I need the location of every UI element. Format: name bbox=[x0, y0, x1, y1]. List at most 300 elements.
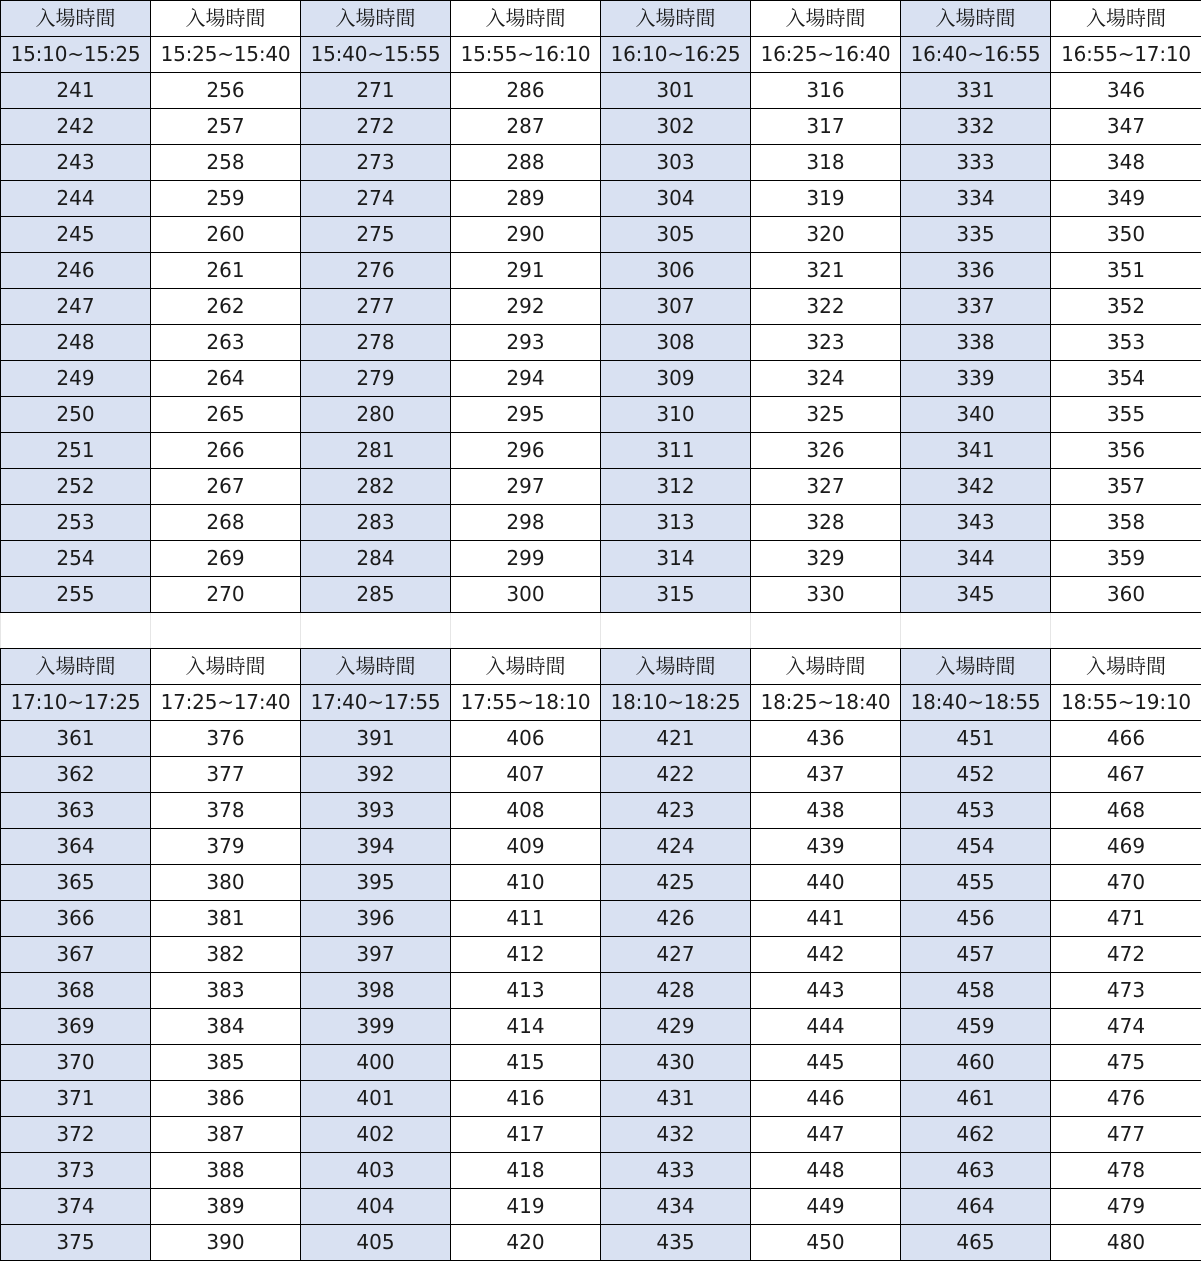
header-label-row bbox=[1, 649, 1201, 685]
ticket-number-cell: 382 bbox=[151, 937, 301, 973]
ticket-number-cell: 338 bbox=[901, 325, 1051, 361]
ticket-number-cell: 406 bbox=[451, 721, 601, 757]
spacer-cell bbox=[301, 613, 451, 649]
table-row bbox=[1, 1117, 1201, 1153]
header-label-cell: 入場時間 bbox=[1051, 1, 1201, 37]
ticket-number-cell: 464 bbox=[901, 1189, 1051, 1225]
ticket-number-cell: 321 bbox=[751, 253, 901, 289]
ticket-number-cell: 452 bbox=[901, 757, 1051, 793]
ticket-number-cell: 316 bbox=[751, 73, 901, 109]
header-label-cell: 入場時間 bbox=[301, 649, 451, 685]
ticket-number-cell: 380 bbox=[151, 865, 301, 901]
ticket-number-cell: 320 bbox=[751, 217, 901, 253]
ticket-number-cell: 354 bbox=[1051, 361, 1201, 397]
ticket-number-cell: 330 bbox=[751, 577, 901, 613]
ticket-number-cell: 374 bbox=[1, 1189, 151, 1225]
header-label-cell: 入場時間 bbox=[301, 1, 451, 37]
table-row bbox=[1, 757, 1201, 793]
ticket-number-cell: 438 bbox=[751, 793, 901, 829]
ticket-number-cell: 472 bbox=[1051, 937, 1201, 973]
ticket-number-cell: 469 bbox=[1051, 829, 1201, 865]
ticket-number-cell: 281 bbox=[301, 433, 451, 469]
ticket-number-cell: 343 bbox=[901, 505, 1051, 541]
ticket-number-cell: 304 bbox=[601, 181, 751, 217]
ticket-number-cell: 362 bbox=[1, 757, 151, 793]
ticket-number-cell: 368 bbox=[1, 973, 151, 1009]
ticket-number-cell: 300 bbox=[451, 577, 601, 613]
ticket-number-cell: 381 bbox=[151, 901, 301, 937]
ticket-number-cell: 279 bbox=[301, 361, 451, 397]
spacer-cell bbox=[1, 613, 151, 649]
ticket-number-cell: 441 bbox=[751, 901, 901, 937]
ticket-number-cell: 308 bbox=[601, 325, 751, 361]
table-row bbox=[1, 1081, 1201, 1117]
ticket-number-cell: 363 bbox=[1, 793, 151, 829]
ticket-number-cell: 296 bbox=[451, 433, 601, 469]
header-label-cell: 入場時間 bbox=[601, 649, 751, 685]
table-row bbox=[1, 217, 1201, 253]
ticket-number-cell: 407 bbox=[451, 757, 601, 793]
ticket-number-cell: 276 bbox=[301, 253, 451, 289]
ticket-number-cell: 355 bbox=[1051, 397, 1201, 433]
time-range-cell: 16:25~16:40 bbox=[751, 37, 901, 73]
header-label-cell: 入場時間 bbox=[1051, 649, 1201, 685]
ticket-number-cell: 326 bbox=[751, 433, 901, 469]
ticket-number-cell: 317 bbox=[751, 109, 901, 145]
ticket-number-cell: 478 bbox=[1051, 1153, 1201, 1189]
table-row bbox=[1, 433, 1201, 469]
ticket-number-cell: 358 bbox=[1051, 505, 1201, 541]
header-label-cell: 入場時間 bbox=[151, 649, 301, 685]
ticket-number-cell: 435 bbox=[601, 1225, 751, 1261]
ticket-number-cell: 328 bbox=[751, 505, 901, 541]
spacer-cell bbox=[751, 613, 901, 649]
ticket-number-cell: 270 bbox=[151, 577, 301, 613]
table-row bbox=[1, 109, 1201, 145]
ticket-number-cell: 465 bbox=[901, 1225, 1051, 1261]
time-range-cell: 15:10~15:25 bbox=[1, 37, 151, 73]
ticket-number-cell: 372 bbox=[1, 1117, 151, 1153]
ticket-number-cell: 261 bbox=[151, 253, 301, 289]
ticket-number-cell: 416 bbox=[451, 1081, 601, 1117]
ticket-number-cell: 277 bbox=[301, 289, 451, 325]
ticket-number-cell: 457 bbox=[901, 937, 1051, 973]
ticket-number-cell: 305 bbox=[601, 217, 751, 253]
ticket-number-cell: 336 bbox=[901, 253, 1051, 289]
ticket-number-cell: 359 bbox=[1051, 541, 1201, 577]
header-label-cell: 入場時間 bbox=[1, 649, 151, 685]
table-row bbox=[1, 1045, 1201, 1081]
ticket-number-cell: 471 bbox=[1051, 901, 1201, 937]
ticket-number-cell: 350 bbox=[1051, 217, 1201, 253]
ticket-number-cell: 282 bbox=[301, 469, 451, 505]
ticket-number-cell: 432 bbox=[601, 1117, 751, 1153]
time-range-row bbox=[1, 685, 1201, 721]
ticket-number-cell: 307 bbox=[601, 289, 751, 325]
ticket-number-cell: 241 bbox=[1, 73, 151, 109]
ticket-number-cell: 259 bbox=[151, 181, 301, 217]
ticket-number-cell: 420 bbox=[451, 1225, 601, 1261]
ticket-number-cell: 413 bbox=[451, 973, 601, 1009]
ticket-number-cell: 386 bbox=[151, 1081, 301, 1117]
ticket-number-cell: 390 bbox=[151, 1225, 301, 1261]
table-row bbox=[1, 901, 1201, 937]
spacer-cell bbox=[151, 613, 301, 649]
ticket-number-cell: 392 bbox=[301, 757, 451, 793]
ticket-number-cell: 460 bbox=[901, 1045, 1051, 1081]
ticket-number-cell: 258 bbox=[151, 145, 301, 181]
ticket-number-cell: 376 bbox=[151, 721, 301, 757]
ticket-number-cell: 361 bbox=[1, 721, 151, 757]
table-row bbox=[1, 541, 1201, 577]
ticket-number-cell: 450 bbox=[751, 1225, 901, 1261]
header-label-cell: 入場時間 bbox=[751, 1, 901, 37]
ticket-number-cell: 424 bbox=[601, 829, 751, 865]
ticket-number-cell: 444 bbox=[751, 1009, 901, 1045]
ticket-number-cell: 297 bbox=[451, 469, 601, 505]
spacer-cell bbox=[601, 613, 751, 649]
ticket-number-cell: 422 bbox=[601, 757, 751, 793]
header-label-cell: 入場時間 bbox=[451, 649, 601, 685]
ticket-number-cell: 396 bbox=[301, 901, 451, 937]
ticket-number-cell: 293 bbox=[451, 325, 601, 361]
ticket-number-cell: 335 bbox=[901, 217, 1051, 253]
ticket-number-cell: 275 bbox=[301, 217, 451, 253]
ticket-number-cell: 268 bbox=[151, 505, 301, 541]
ticket-number-cell: 312 bbox=[601, 469, 751, 505]
ticket-number-cell: 344 bbox=[901, 541, 1051, 577]
table-row bbox=[1, 397, 1201, 433]
ticket-number-cell: 459 bbox=[901, 1009, 1051, 1045]
header-label-cell: 入場時間 bbox=[1, 1, 151, 37]
ticket-number-cell: 449 bbox=[751, 1189, 901, 1225]
ticket-number-cell: 291 bbox=[451, 253, 601, 289]
time-range-cell: 15:55~16:10 bbox=[451, 37, 601, 73]
ticket-number-cell: 301 bbox=[601, 73, 751, 109]
time-range-cell: 16:55~17:10 bbox=[1051, 37, 1201, 73]
ticket-number-cell: 417 bbox=[451, 1117, 601, 1153]
ticket-number-cell: 334 bbox=[901, 181, 1051, 217]
ticket-number-cell: 365 bbox=[1, 865, 151, 901]
table-row bbox=[1, 937, 1201, 973]
ticket-number-cell: 253 bbox=[1, 505, 151, 541]
ticket-number-cell: 325 bbox=[751, 397, 901, 433]
ticket-number-cell: 437 bbox=[751, 757, 901, 793]
ticket-number-cell: 246 bbox=[1, 253, 151, 289]
ticket-number-cell: 479 bbox=[1051, 1189, 1201, 1225]
table-row bbox=[1, 325, 1201, 361]
ticket-number-cell: 475 bbox=[1051, 1045, 1201, 1081]
table-row bbox=[1, 793, 1201, 829]
ticket-number-cell: 322 bbox=[751, 289, 901, 325]
ticket-number-cell: 364 bbox=[1, 829, 151, 865]
ticket-number-cell: 468 bbox=[1051, 793, 1201, 829]
ticket-number-cell: 463 bbox=[901, 1153, 1051, 1189]
ticket-number-cell: 402 bbox=[301, 1117, 451, 1153]
ticket-number-cell: 318 bbox=[751, 145, 901, 181]
ticket-number-cell: 455 bbox=[901, 865, 1051, 901]
ticket-number-cell: 245 bbox=[1, 217, 151, 253]
ticket-number-cell: 477 bbox=[1051, 1117, 1201, 1153]
ticket-number-cell: 474 bbox=[1051, 1009, 1201, 1045]
ticket-number-cell: 250 bbox=[1, 397, 151, 433]
ticket-number-cell: 285 bbox=[301, 577, 451, 613]
ticket-number-cell: 387 bbox=[151, 1117, 301, 1153]
ticket-number-cell: 423 bbox=[601, 793, 751, 829]
ticket-number-cell: 427 bbox=[601, 937, 751, 973]
table-row bbox=[1, 73, 1201, 109]
ticket-number-cell: 356 bbox=[1051, 433, 1201, 469]
ticket-number-cell: 349 bbox=[1051, 181, 1201, 217]
header-label-row bbox=[1, 1, 1201, 37]
ticket-number-cell: 352 bbox=[1051, 289, 1201, 325]
ticket-number-cell: 269 bbox=[151, 541, 301, 577]
ticket-number-cell: 434 bbox=[601, 1189, 751, 1225]
ticket-number-cell: 288 bbox=[451, 145, 601, 181]
table-row bbox=[1, 505, 1201, 541]
ticket-number-cell: 252 bbox=[1, 469, 151, 505]
time-range-cell: 15:25~15:40 bbox=[151, 37, 301, 73]
ticket-number-cell: 248 bbox=[1, 325, 151, 361]
ticket-number-cell: 404 bbox=[301, 1189, 451, 1225]
time-range-cell: 18:25~18:40 bbox=[751, 685, 901, 721]
ticket-number-cell: 306 bbox=[601, 253, 751, 289]
ticket-number-cell: 278 bbox=[301, 325, 451, 361]
time-range-cell: 18:55~19:10 bbox=[1051, 685, 1201, 721]
ticket-number-cell: 348 bbox=[1051, 145, 1201, 181]
ticket-number-cell: 346 bbox=[1051, 73, 1201, 109]
ticket-number-cell: 256 bbox=[151, 73, 301, 109]
table-row bbox=[1, 721, 1201, 757]
ticket-number-cell: 400 bbox=[301, 1045, 451, 1081]
ticket-number-cell: 456 bbox=[901, 901, 1051, 937]
ticket-number-cell: 439 bbox=[751, 829, 901, 865]
ticket-number-cell: 255 bbox=[1, 577, 151, 613]
header-label-cell: 入場時間 bbox=[151, 1, 301, 37]
ticket-number-cell: 286 bbox=[451, 73, 601, 109]
ticket-number-cell: 476 bbox=[1051, 1081, 1201, 1117]
ticket-number-cell: 244 bbox=[1, 181, 151, 217]
table-row bbox=[1, 1009, 1201, 1045]
ticket-number-cell: 393 bbox=[301, 793, 451, 829]
ticket-number-cell: 399 bbox=[301, 1009, 451, 1045]
ticket-number-cell: 446 bbox=[751, 1081, 901, 1117]
ticket-number-cell: 426 bbox=[601, 901, 751, 937]
ticket-number-cell: 327 bbox=[751, 469, 901, 505]
table-row bbox=[1, 253, 1201, 289]
ticket-number-cell: 339 bbox=[901, 361, 1051, 397]
ticket-number-cell: 345 bbox=[901, 577, 1051, 613]
table-row bbox=[1, 1153, 1201, 1189]
ticket-number-cell: 299 bbox=[451, 541, 601, 577]
header-label-cell: 入場時間 bbox=[601, 1, 751, 37]
time-range-cell: 16:40~16:55 bbox=[901, 37, 1051, 73]
ticket-number-cell: 287 bbox=[451, 109, 601, 145]
ticket-number-cell: 470 bbox=[1051, 865, 1201, 901]
ticket-number-cell: 418 bbox=[451, 1153, 601, 1189]
header-label-cell: 入場時間 bbox=[901, 1, 1051, 37]
ticket-number-cell: 280 bbox=[301, 397, 451, 433]
ticket-number-cell: 433 bbox=[601, 1153, 751, 1189]
ticket-number-cell: 480 bbox=[1051, 1225, 1201, 1261]
ticket-number-cell: 266 bbox=[151, 433, 301, 469]
ticket-number-cell: 411 bbox=[451, 901, 601, 937]
ticket-number-cell: 298 bbox=[451, 505, 601, 541]
ticket-number-cell: 397 bbox=[301, 937, 451, 973]
ticket-number-cell: 323 bbox=[751, 325, 901, 361]
time-range-cell: 15:40~15:55 bbox=[301, 37, 451, 73]
ticket-number-cell: 461 bbox=[901, 1081, 1051, 1117]
ticket-number-cell: 375 bbox=[1, 1225, 151, 1261]
ticket-number-cell: 448 bbox=[751, 1153, 901, 1189]
time-range-row bbox=[1, 37, 1201, 73]
ticket-number-cell: 289 bbox=[451, 181, 601, 217]
time-range-cell: 17:25~17:40 bbox=[151, 685, 301, 721]
ticket-number-cell: 425 bbox=[601, 865, 751, 901]
ticket-number-cell: 398 bbox=[301, 973, 451, 1009]
ticket-number-cell: 311 bbox=[601, 433, 751, 469]
ticket-number-cell: 357 bbox=[1051, 469, 1201, 505]
table-row bbox=[1, 145, 1201, 181]
ticket-number-cell: 263 bbox=[151, 325, 301, 361]
ticket-number-cell: 415 bbox=[451, 1045, 601, 1081]
time-range-cell: 17:40~17:55 bbox=[301, 685, 451, 721]
table-row bbox=[1, 829, 1201, 865]
ticket-number-cell: 379 bbox=[151, 829, 301, 865]
time-range-cell: 17:10~17:25 bbox=[1, 685, 151, 721]
ticket-number-cell: 271 bbox=[301, 73, 451, 109]
ticket-number-cell: 315 bbox=[601, 577, 751, 613]
ticket-number-cell: 243 bbox=[1, 145, 151, 181]
ticket-number-cell: 332 bbox=[901, 109, 1051, 145]
ticket-number-cell: 405 bbox=[301, 1225, 451, 1261]
table-row bbox=[1, 469, 1201, 505]
ticket-number-cell: 366 bbox=[1, 901, 151, 937]
ticket-number-cell: 429 bbox=[601, 1009, 751, 1045]
ticket-number-cell: 267 bbox=[151, 469, 301, 505]
ticket-number-cell: 409 bbox=[451, 829, 601, 865]
ticket-number-cell: 254 bbox=[1, 541, 151, 577]
ticket-number-cell: 351 bbox=[1051, 253, 1201, 289]
ticket-number-cell: 391 bbox=[301, 721, 451, 757]
ticket-number-cell: 443 bbox=[751, 973, 901, 1009]
ticket-number-cell: 314 bbox=[601, 541, 751, 577]
ticket-number-cell: 302 bbox=[601, 109, 751, 145]
ticket-number-cell: 360 bbox=[1051, 577, 1201, 613]
ticket-number-cell: 467 bbox=[1051, 757, 1201, 793]
ticket-number-cell: 341 bbox=[901, 433, 1051, 469]
ticket-number-cell: 445 bbox=[751, 1045, 901, 1081]
ticket-number-cell: 260 bbox=[151, 217, 301, 253]
spacer-cell bbox=[1051, 613, 1201, 649]
table-row bbox=[1, 181, 1201, 217]
ticket-number-cell: 265 bbox=[151, 397, 301, 433]
header-label-cell: 入場時間 bbox=[751, 649, 901, 685]
ticket-number-cell: 370 bbox=[1, 1045, 151, 1081]
time-range-cell: 16:10~16:25 bbox=[601, 37, 751, 73]
ticket-number-cell: 436 bbox=[751, 721, 901, 757]
ticket-number-cell: 384 bbox=[151, 1009, 301, 1045]
ticket-number-cell: 319 bbox=[751, 181, 901, 217]
ticket-number-cell: 440 bbox=[751, 865, 901, 901]
ticket-number-cell: 310 bbox=[601, 397, 751, 433]
ticket-number-cell: 303 bbox=[601, 145, 751, 181]
ticket-number-cell: 403 bbox=[301, 1153, 451, 1189]
ticket-number-cell: 324 bbox=[751, 361, 901, 397]
ticket-number-cell: 283 bbox=[301, 505, 451, 541]
ticket-number-cell: 367 bbox=[1, 937, 151, 973]
header-label-cell: 入場時間 bbox=[451, 1, 601, 37]
time-range-cell: 17:55~18:10 bbox=[451, 685, 601, 721]
ticket-number-cell: 385 bbox=[151, 1045, 301, 1081]
ticket-number-cell: 272 bbox=[301, 109, 451, 145]
ticket-number-cell: 373 bbox=[1, 1153, 151, 1189]
ticket-number-cell: 273 bbox=[301, 145, 451, 181]
ticket-number-cell: 369 bbox=[1, 1009, 151, 1045]
table-row bbox=[1, 1225, 1201, 1261]
ticket-number-cell: 353 bbox=[1051, 325, 1201, 361]
ticket-number-cell: 377 bbox=[151, 757, 301, 793]
table-row bbox=[1, 289, 1201, 325]
ticket-number-cell: 430 bbox=[601, 1045, 751, 1081]
ticket-number-cell: 378 bbox=[151, 793, 301, 829]
ticket-number-cell: 421 bbox=[601, 721, 751, 757]
time-range-cell: 18:40~18:55 bbox=[901, 685, 1051, 721]
spacer-cell bbox=[901, 613, 1051, 649]
ticket-number-cell: 333 bbox=[901, 145, 1051, 181]
ticket-number-cell: 290 bbox=[451, 217, 601, 253]
ticket-number-cell: 395 bbox=[301, 865, 451, 901]
ticket-number-cell: 389 bbox=[151, 1189, 301, 1225]
ticket-number-cell: 462 bbox=[901, 1117, 1051, 1153]
ticket-number-cell: 394 bbox=[301, 829, 451, 865]
ticket-number-cell: 251 bbox=[1, 433, 151, 469]
ticket-number-cell: 342 bbox=[901, 469, 1051, 505]
ticket-number-cell: 257 bbox=[151, 109, 301, 145]
ticket-number-cell: 473 bbox=[1051, 973, 1201, 1009]
ticket-number-cell: 451 bbox=[901, 721, 1051, 757]
ticket-number-cell: 428 bbox=[601, 973, 751, 1009]
table-row bbox=[1, 973, 1201, 1009]
ticket-number-cell: 453 bbox=[901, 793, 1051, 829]
table-row bbox=[1, 577, 1201, 613]
table-row bbox=[1, 1189, 1201, 1225]
ticket-number-cell: 458 bbox=[901, 973, 1051, 1009]
table-row bbox=[1, 865, 1201, 901]
ticket-number-cell: 242 bbox=[1, 109, 151, 145]
ticket-number-cell: 337 bbox=[901, 289, 1051, 325]
ticket-number-cell: 447 bbox=[751, 1117, 901, 1153]
ticket-number-cell: 412 bbox=[451, 937, 601, 973]
ticket-number-cell: 371 bbox=[1, 1081, 151, 1117]
ticket-number-cell: 383 bbox=[151, 973, 301, 1009]
ticket-number-cell: 292 bbox=[451, 289, 601, 325]
ticket-number-cell: 329 bbox=[751, 541, 901, 577]
ticket-number-cell: 431 bbox=[601, 1081, 751, 1117]
ticket-number-cell: 274 bbox=[301, 181, 451, 217]
header-label-cell: 入場時間 bbox=[901, 649, 1051, 685]
ticket-number-cell: 284 bbox=[301, 541, 451, 577]
spacer-cell bbox=[451, 613, 601, 649]
ticket-number-cell: 262 bbox=[151, 289, 301, 325]
ticket-number-cell: 454 bbox=[901, 829, 1051, 865]
ticket-number-cell: 414 bbox=[451, 1009, 601, 1045]
ticket-number-cell: 408 bbox=[451, 793, 601, 829]
ticket-number-cell: 401 bbox=[301, 1081, 451, 1117]
ticket-number-cell: 388 bbox=[151, 1153, 301, 1189]
table-row bbox=[1, 361, 1201, 397]
ticket-number-cell: 264 bbox=[151, 361, 301, 397]
